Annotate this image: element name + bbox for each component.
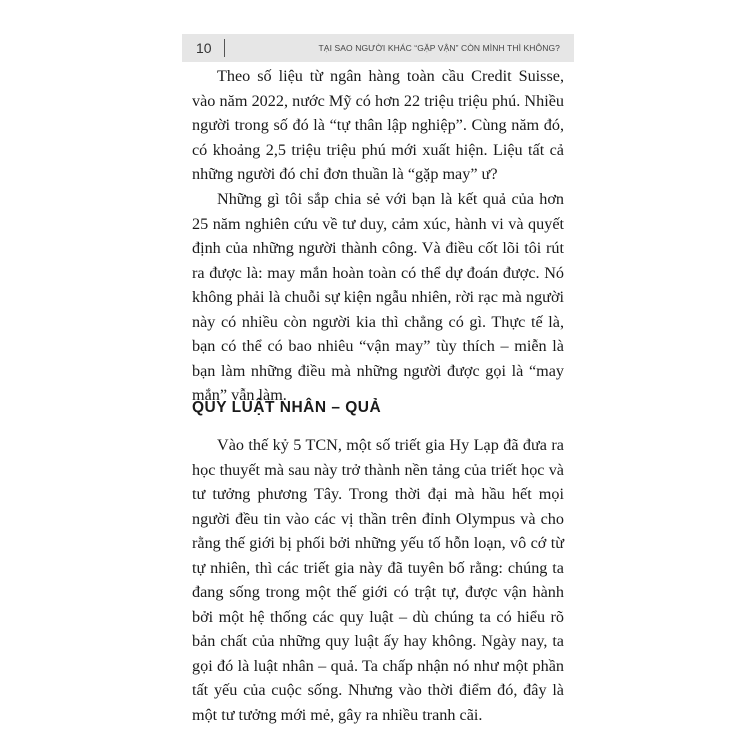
body-paragraph-2: Những gì tôi sắp chia sẻ với bạn là kết quả của hơn 25 năm nghiên cứu về tư duy, cảm xúc, hành vi và quyết định của những người thành công. Và điều cốt lõi tôi rút ra được là: may mắn hoàn toàn có thể dự đoán được. Nó không phải là chuỗi sự kiện ngẫu nhiên, rời rạc mà người này có nhiều còn người kia thì chẳng có gì. Thực tế là, bạn có thể có bao nhiêu “vận may” tùy thích – miễn là bạn làm những điều mà những người được gọi là “may mắn” vẫn làm. [192,190,564,404]
header-divider [224,39,225,57]
section-heading: QUY LUẬT NHÂN – QUẢ [192,399,382,416]
page-number: 10 [196,40,212,56]
running-title: TẠI SAO NGƯỜI KHÁC “GẶP VẬN” CÒN MÌNH THÌ KHÔNG? [318,43,560,53]
body-paragraph-1: Theo số liệu từ ngân hàng toàn cầu Credit Suisse, vào năm 2022, nước Mỹ có hơn 22 triệu triệu phú. Nhiều người trong số đó là “tự thân lập nghiệp”. Cùng năm đó, có khoảng 2,5 triệu triệu phú mới xuất hiện. Liệu tất cả những người đó chỉ đơn thuần là “gặp may” ư? [192,67,564,183]
body-paragraph-3: Vào thế kỷ 5 TCN, một số triết gia Hy Lạp đã đưa ra học thuyết mà sau này trở thành nền tảng của triết học và tư tưởng phương Tây. Trong thời đại mà hầu hết mọi người đều tin vào các vị thần trên đỉnh Olympus và cho rằng thế giới bị phối bởi những yếu tố hỗn loạn, vô cớ từ tự nhiên, thì các triết gia này đã tuyên bố rằng: chúng ta đang sống trong một thế giới có trật tự, được vận hành bởi một hệ thống các quy luật – dù chúng ta có hiểu rõ bản chất của những quy luật ấy hay không. Ngày nay, ta gọi đó là luật nhân – quả. Ta chấp nhận nó như một phần tất yếu của cuộc sống. Nhưng vào thời điểm đó, đây là một tư tưởng mới mẻ, gây ra nhiều tranh cãi. [192,436,564,724]
page-header [182,34,574,62]
